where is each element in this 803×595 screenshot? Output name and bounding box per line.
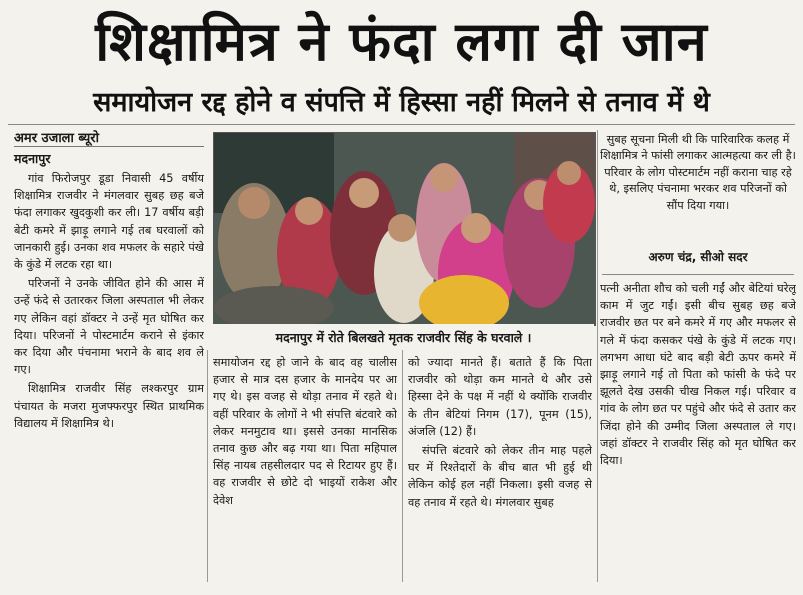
paragraph: पत्नी अनीता शौच को चली गईं और बेटियां घरेलू काम में जुट गईं। इसी बीच सुबह छह बजे राजवीर छत पर बने कमरे में गए और मफलर से गले में फंदा कसकर पंखे के कुंडे में लटक गए। लगभग आधा घंटे बाद बड़ी बेटी ऊपर कमरे में झाड़ू लगाने गई तो पिता को फांसी के फंदे पर झूलते देख उसकी चीख निकल गई। परिवार व गांव के लोग छत पर पहुंचे और फंदे से उतार कर जिंदा होने की उम्मीद जिला अस्पताल ले गए। जहां डॉक्टर ने राजवीर सिंह को मृत घोषित कर दिया।	[600, 282, 796, 468]
official-quote: सुबह सूचना मिली थी कि पारिवारिक कलह में शिक्षामित्र ने फांसी लगाकर आत्महत्या कर ली है। परिवार के लोग पोस्टमार्टम नहीं कराना चाह रहे थे, इसलिए पंचनामा भरकर शव परिजनों को सौंप दिया गया।	[600, 133, 796, 212]
paragraph: गांव फिरोजपुर डूडा निवासी 45 वर्षीय शिक्षामित्र राजवीर ने मंगलवार सुबह छह बजे फंदा लगाकर खुदकुशी कर ली। 17 वर्षीय बड़ी बेटी कमरे में झाड़ू लगाने गई तब घरवालों को जानकारी हुई। उनका शव मफलर के सहारे पंखे के कुंडे में लटक रहा था।	[14, 172, 204, 272]
paragraph: परिजनों ने उनके जीवित होने की आस में उन्हें फंदे से उतारकर जिला अस्पताल भी लेकर गए लेकिन वहां डॉक्टर ने उन्हें मृत घोषित कर दिया। परिजनों ने पोस्टमार्टम कराने से इंकार कर दिया और पंचनामा भराने के बाद शव ले गए।	[14, 277, 204, 377]
paragraph: संपत्ति बंटवारे को लेकर तीन माह पहले घर में रिश्तेदारों के बीच बात भी हुई थी लेकिन कोई हल नहीं निकला। इसी वजह से वह तनाव में रहते थे। मंगलवार सुबह	[408, 444, 592, 509]
divider	[8, 124, 795, 125]
dateline: मदनापुर	[14, 151, 51, 166]
headline: शिक्षामित्र ने फंदा लगा दी जान	[95, 10, 708, 73]
column-divider	[207, 350, 208, 582]
article-column-1	[14, 170, 204, 580]
photo-caption: मदनापुर में रोते बिलखते मृतक राजवीर सिंह के घरवाले ।	[213, 324, 594, 350]
paragraph: समायोजन रद्द हो जाने के बाद वह चालीस हजार से मात्र दस हजार के मानदेय पर आ गए थे। इस वजह से थोड़ा तनाव में रहते थे। वहीं परिवार के लोगों ने भी संपत्ति बंटवारे को लेकर मनमुटाव था। इससे उनका मानसिक तनाव कुछ और बढ़ गया था। पिता महिपाल सिंह नायब तहसीलदार पद से रिटायर हुए हैं। वह राजवीर से छोटे दो भाइयों राकेश और देवेश	[213, 356, 397, 507]
column-divider	[597, 130, 598, 582]
divider	[14, 146, 204, 147]
article-column-3	[408, 354, 592, 582]
article-column-4	[600, 280, 796, 585]
news-photo	[213, 132, 596, 326]
byline: अमर उजाला ब्यूरो	[14, 131, 99, 146]
divider	[602, 274, 794, 275]
subheadline: समायोजन रद्द होने व संपत्ति में हिस्सा नहीं मिलने से तनाव में थे	[93, 86, 710, 118]
official-signature: अरुण चंद्र, सीओ सदर	[648, 250, 748, 264]
article-column-2	[213, 354, 397, 582]
paragraph: को ज्यादा मानते हैं। बताते हैं कि पिता राजवीर को थोड़ा कम मानते थे और उसे हिस्सा देने के पक्ष में नहीं थे क्योंकि राजवीर के तीन बेटियां निगम (17), पूनम (15), अंजलि (12) हैं।	[408, 356, 592, 438]
paragraph: शिक्षामित्र राजवीर सिंह लश्करपुर ग्राम पंचायत के मजरा मुजफ्फरपुर स्थित प्राथमिक विद्यालय में शिक्षामित्र थे।	[14, 382, 204, 430]
photo-illustration	[214, 133, 595, 325]
column-divider	[402, 350, 403, 582]
